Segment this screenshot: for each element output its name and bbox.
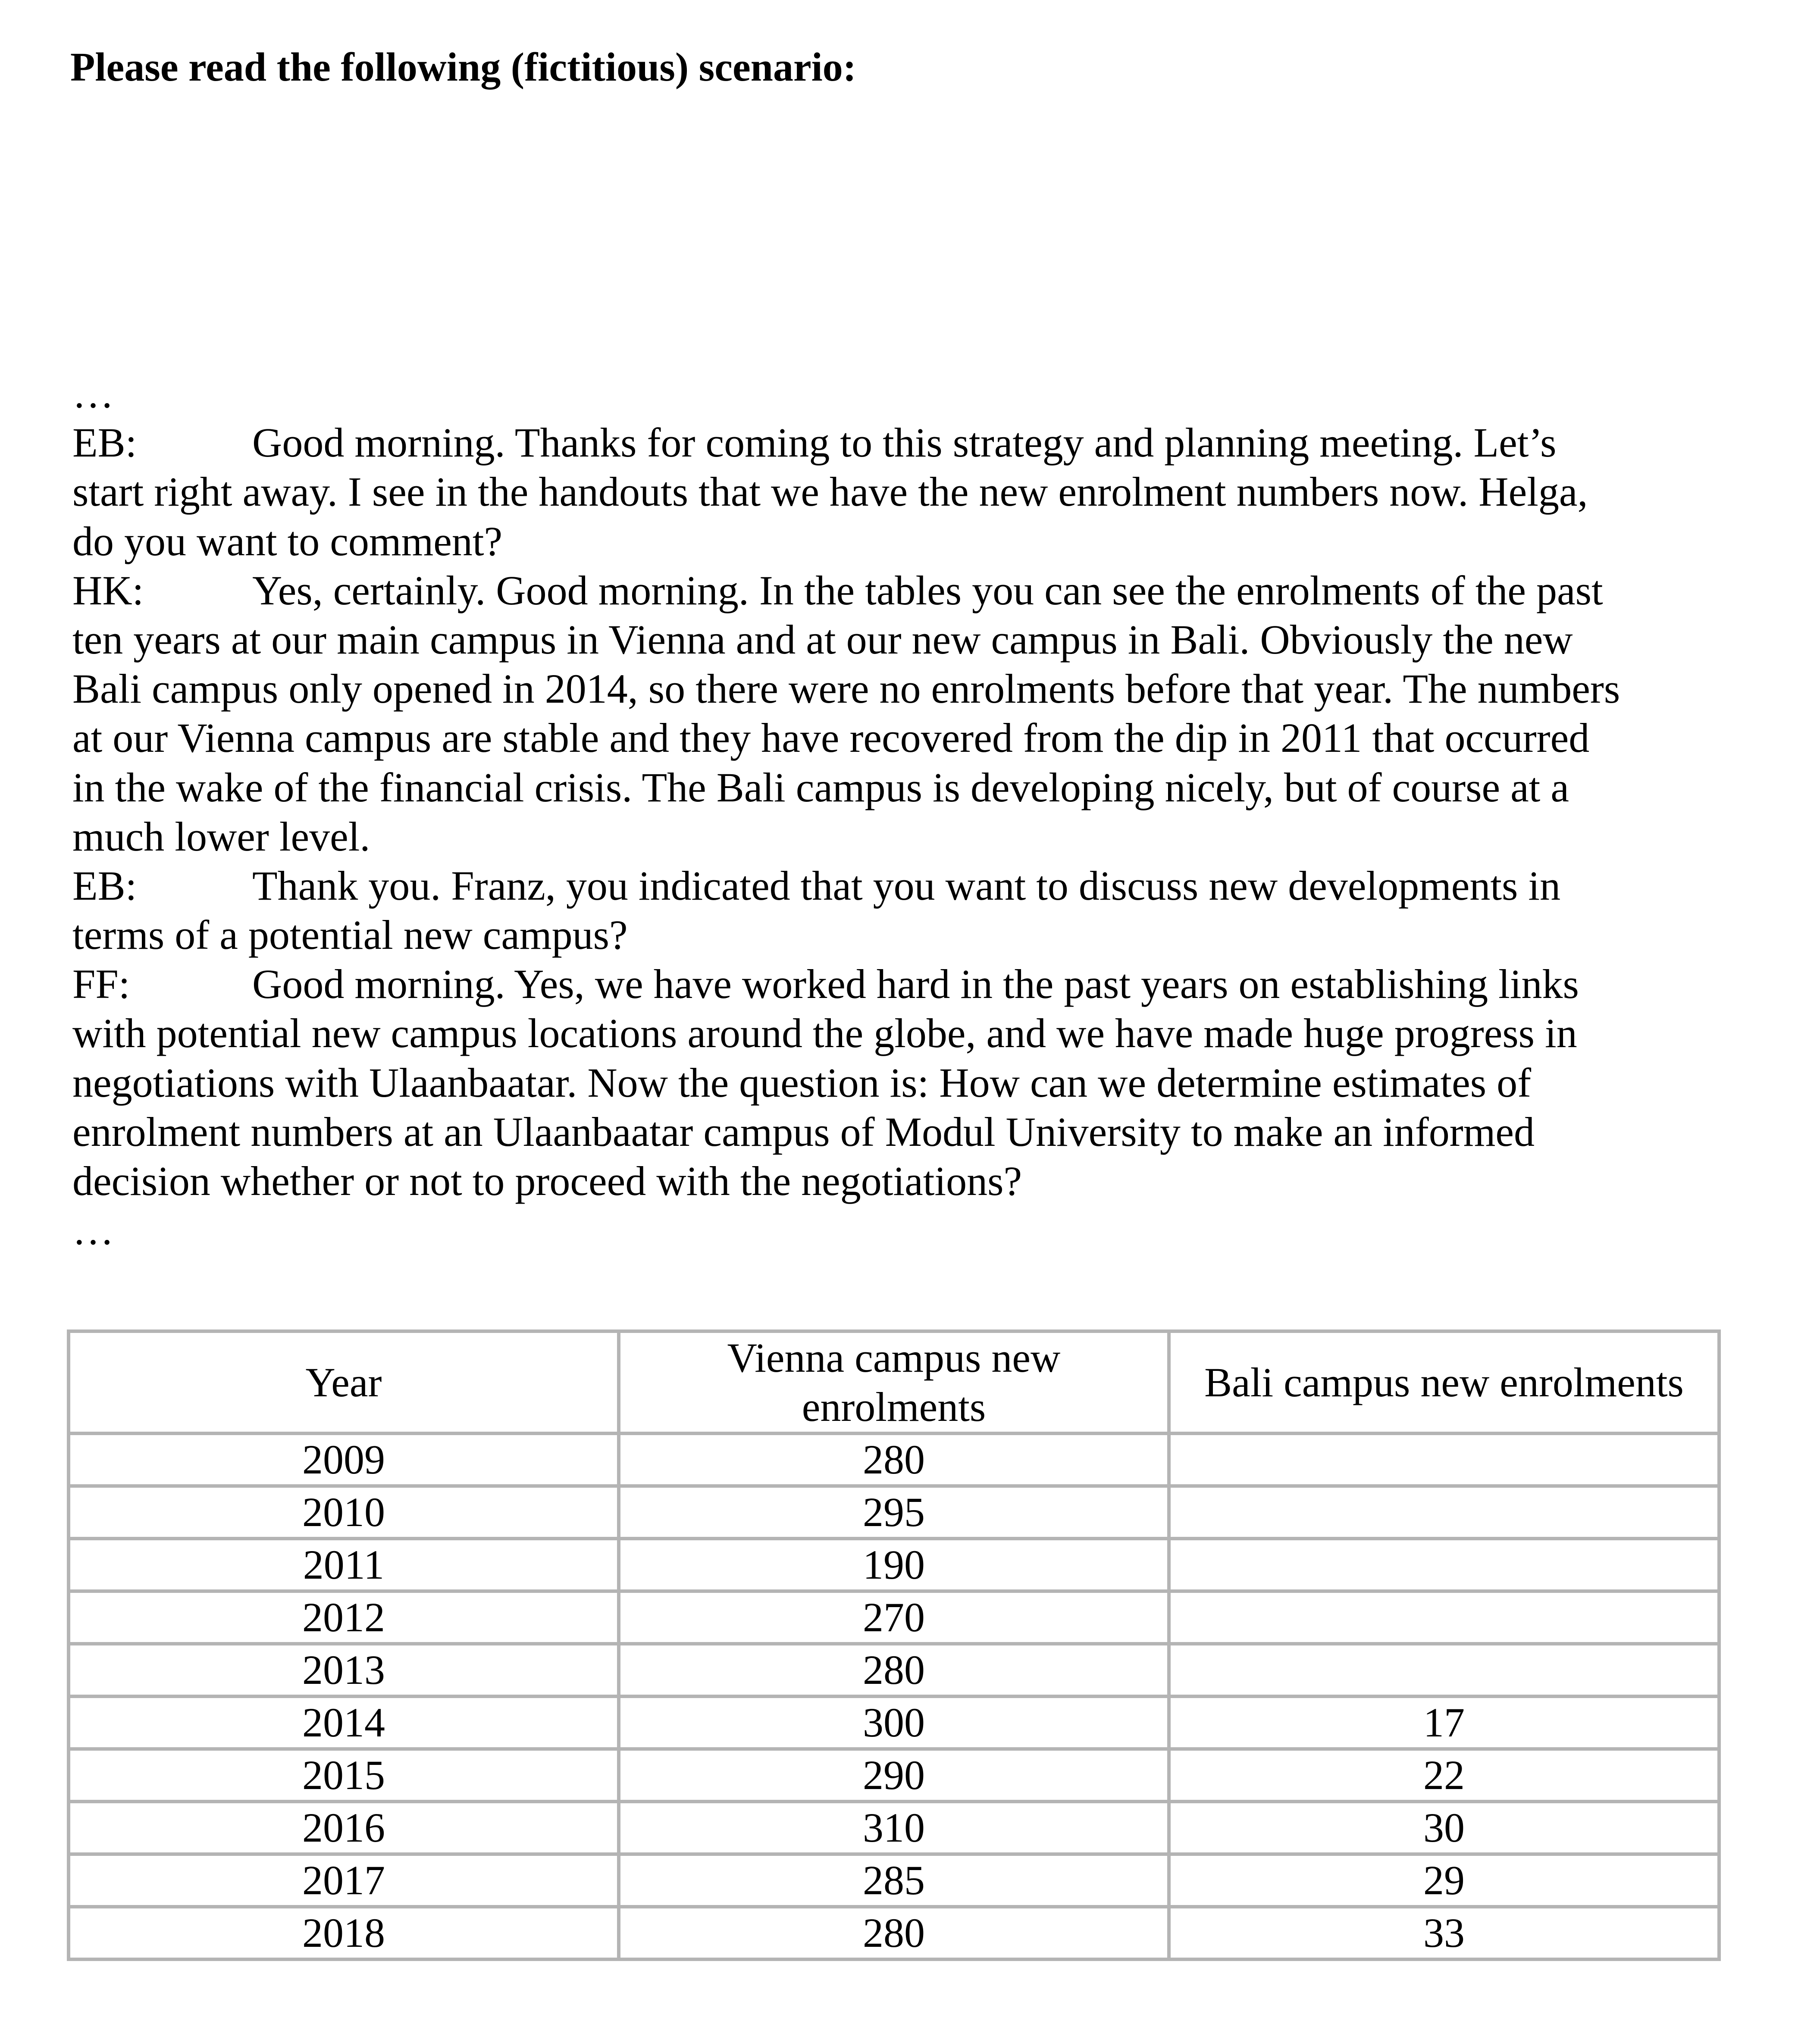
cell-year: 2016 bbox=[69, 1802, 619, 1854]
dialogue-line: start right away. I see in the handouts that we have the new enrolment numbers now. Helga, bbox=[72, 469, 1588, 515]
dialogue-turn-eb-2 bbox=[72, 861, 1668, 960]
table-header-row bbox=[69, 1331, 1719, 1433]
cell-bali: 30 bbox=[1169, 1802, 1719, 1854]
utterance-text: Good morning. Yes, we have worked hard in the past years on establishing links bbox=[252, 961, 1579, 1007]
cell-vienna: 280 bbox=[619, 1433, 1169, 1486]
cell-bali: 33 bbox=[1169, 1907, 1719, 1959]
table-row bbox=[69, 1749, 1719, 1802]
cell-vienna: 285 bbox=[619, 1854, 1169, 1907]
cell-vienna: 280 bbox=[619, 1644, 1169, 1696]
closing-ellipsis: … bbox=[72, 1207, 114, 1254]
cell-vienna: 310 bbox=[619, 1802, 1169, 1854]
header-vienna-line2: enrolments bbox=[802, 1383, 986, 1430]
speaker-label: EB: bbox=[72, 862, 137, 909]
opening-ellipsis: … bbox=[72, 370, 114, 416]
cell-year: 2010 bbox=[69, 1486, 619, 1539]
dialogue-line: with potential new campus locations around the globe, and we have made huge progress in bbox=[72, 1010, 1577, 1057]
cell-bali: 22 bbox=[1169, 1749, 1719, 1802]
page-title: Please read the following (fictitious) scenario: bbox=[70, 45, 857, 90]
cell-year: 2014 bbox=[69, 1696, 619, 1749]
dialogue-line: do you want to comment? bbox=[72, 518, 503, 564]
speaker-label: EB: bbox=[72, 419, 137, 466]
speaker-label: FF: bbox=[72, 961, 130, 1007]
cell-year: 2009 bbox=[69, 1433, 619, 1486]
table-row bbox=[69, 1591, 1719, 1644]
utterance-text: Good morning. Thanks for coming to this strategy and planning meeting. Let’s bbox=[252, 419, 1557, 466]
dialogue-line bbox=[72, 418, 1668, 467]
speaker-label: HK: bbox=[72, 567, 144, 613]
cell-bali bbox=[1169, 1433, 1719, 1486]
dialogue-line: at our Vienna campus are stable and they have recovered from the dip in 2011 that occurred bbox=[72, 715, 1590, 761]
header-vienna-line1: Vienna campus new bbox=[727, 1334, 1061, 1381]
dialogue-line bbox=[72, 861, 1668, 910]
utterance-text: Thank you. Franz, you indicated that you want to discuss new developments in bbox=[252, 862, 1561, 909]
cell-vienna: 295 bbox=[619, 1486, 1169, 1539]
cell-vienna: 300 bbox=[619, 1696, 1169, 1749]
cell-bali bbox=[1169, 1539, 1719, 1591]
cell-year: 2013 bbox=[69, 1644, 619, 1696]
dialogue-line: ten years at our main campus in Vienna and at our new campus in Bali. Obviously the new bbox=[72, 616, 1573, 663]
cell-bali bbox=[1169, 1644, 1719, 1696]
header-year: Year bbox=[69, 1331, 619, 1433]
cell-bali: 29 bbox=[1169, 1854, 1719, 1907]
dialogue-transcript bbox=[72, 369, 1668, 1255]
dialogue-line: decision whether or not to proceed with the negotiations? bbox=[72, 1158, 1022, 1204]
cell-bali bbox=[1169, 1591, 1719, 1644]
cell-year: 2011 bbox=[69, 1539, 619, 1591]
table-row bbox=[69, 1696, 1719, 1749]
cell-vienna: 270 bbox=[619, 1591, 1169, 1644]
cell-year: 2018 bbox=[69, 1907, 619, 1959]
utterance-text: Yes, certainly. Good morning. In the tables you can see the enrolments of the past bbox=[252, 567, 1603, 613]
cell-bali bbox=[1169, 1486, 1719, 1539]
cell-year: 2012 bbox=[69, 1591, 619, 1644]
dialogue-line bbox=[72, 960, 1668, 1009]
table-row bbox=[69, 1539, 1719, 1591]
table-row bbox=[69, 1907, 1719, 1959]
dialogue-line: terms of a potential new campus? bbox=[72, 912, 628, 958]
header-vienna bbox=[619, 1331, 1169, 1433]
dialogue-line: negotiations with Ulaanbaatar. Now the question is: How can we determine estimates of bbox=[72, 1059, 1532, 1106]
dialogue-turn-hk bbox=[72, 566, 1668, 861]
table-row bbox=[69, 1433, 1719, 1486]
dialogue-line: Bali campus only opened in 2014, so there were no enrolments before that year. The numbers bbox=[72, 666, 1620, 712]
dialogue-line: enrolment numbers at an Ulaanbaatar campus of Modul University to make an informed bbox=[72, 1108, 1535, 1155]
table-row bbox=[69, 1644, 1719, 1696]
cell-vienna: 190 bbox=[619, 1539, 1169, 1591]
header-bali: Bali campus new enrolments bbox=[1169, 1331, 1719, 1433]
table-row bbox=[69, 1486, 1719, 1539]
cell-vienna: 290 bbox=[619, 1749, 1169, 1802]
table-row bbox=[69, 1854, 1719, 1907]
dialogue-line bbox=[72, 566, 1668, 615]
table-row bbox=[69, 1802, 1719, 1854]
dialogue-line: in the wake of the financial crisis. The Bali campus is developing nicely, but of course at a bbox=[72, 764, 1569, 810]
cell-vienna: 280 bbox=[619, 1907, 1169, 1959]
cell-year: 2015 bbox=[69, 1749, 619, 1802]
enrolment-table bbox=[67, 1329, 1721, 1961]
dialogue-line: much lower level. bbox=[72, 813, 370, 860]
dialogue-turn-eb-1 bbox=[72, 418, 1668, 566]
cell-year: 2017 bbox=[69, 1854, 619, 1907]
cell-bali: 17 bbox=[1169, 1696, 1719, 1749]
dialogue-turn-ff bbox=[72, 960, 1668, 1206]
